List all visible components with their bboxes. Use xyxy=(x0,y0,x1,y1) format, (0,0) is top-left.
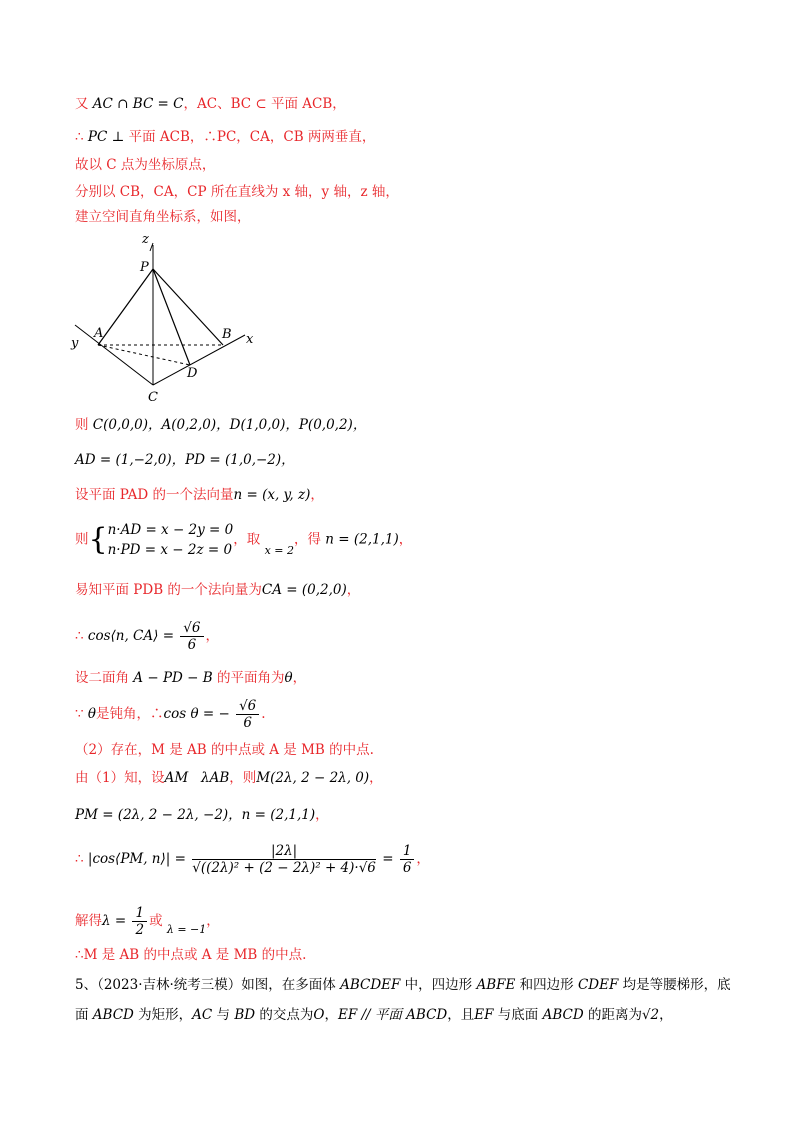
label-p: P xyxy=(140,260,149,275)
text-line-8: 设平面 PAD 的一个法向量n = (x, y, z)， xyxy=(75,487,324,503)
coordinate-pyramid-figure xyxy=(60,225,270,410)
label-c: C xyxy=(148,390,158,405)
label-a: A xyxy=(94,326,104,341)
text-line-5: 建立空间直角坐标系，如图， xyxy=(75,209,251,225)
label-z: z xyxy=(142,232,149,247)
text-line-14: （2）存在，M 是 AB 的中点或 A 是 MB 的中点. xyxy=(75,742,374,758)
label-y: y xyxy=(71,336,79,351)
problem-5-line-2: 面 ABCD 为矩形，AC 与 BD 的交点为O，EF // 平面 ABCD，且EF 与底面 ABCD 的距离为√2， xyxy=(75,1007,673,1023)
text-line-9: 则{ n·AD = x − 2y = 0 n·PD = x − 2z = 0 ，取 $_{x = 2}$，得 n = (2,1,1)， xyxy=(75,522,413,558)
text-line-13: ∵ θ是钝角，∴cos θ = − $\frac{√6}{6}$ . xyxy=(75,698,266,731)
text-line-16: PM = (2λ, 2 − 2λ, −2)，n = (2,1,1)， xyxy=(75,807,329,823)
text-line-2: ∴ PC ⊥ 平面 ACB，∴PC，CA，CB 两两垂直， xyxy=(75,129,376,145)
label-x: x xyxy=(246,332,254,347)
text-line-15: 由（1）知，设AM λAB，则M(2λ, 2 − 2λ, 0)， xyxy=(75,770,383,786)
text-line-10: 易知平面 PDB 的一个法向量为CA = (0,2,0)， xyxy=(75,582,361,598)
label-b: B xyxy=(222,327,232,342)
problem-5-line-1: 5、（2023·吉林·统考三模）如图，在多面体 ABCDEF 中，四边形 ABFE 和四边形 CDEF 均是等腰梯形，底 xyxy=(75,977,731,993)
text-line-7: AD = (1,−2,0)，PD = (1,0,−2)， xyxy=(75,452,295,468)
text-line-1: 又 AC ∩ BC = C，AC、BC ⊂ 平面 ACB， xyxy=(75,96,346,112)
label-d: D xyxy=(187,366,198,381)
text-line-4: 分别以 CB，CA，CP 所在直线为 x 轴，y 轴，z 轴， xyxy=(75,184,399,200)
text-line-18: 解得λ = $\frac{1}{2}$ 或 $_{\lambda = -1}$， xyxy=(75,905,220,938)
text-line-3: 故以 C 点为坐标原点， xyxy=(75,157,216,173)
text-line-11: ∴ cos⟨n, CA⟩ = $\frac{√6}{6}$ ， xyxy=(75,620,219,653)
text-line-19: ∴M 是 AB 的中点或 A 是 MB 的中点. xyxy=(75,947,307,963)
text-line-6: 则 C(0,0,0)，A(0,2,0)，D(1,0,0)，P(0,0,2)， xyxy=(75,417,367,433)
text-line-17: ∴ |cos⟨PM, n⟩| = $\frac{|2\lambda|}{\text{√((2λ)² + (2 − 2λ)² + 4)·√6}}$ = $\frac{1}{6}$ ， xyxy=(75,843,430,876)
text-line-12: 设二面角 A − PD − B 的平面角为θ， xyxy=(75,670,307,686)
